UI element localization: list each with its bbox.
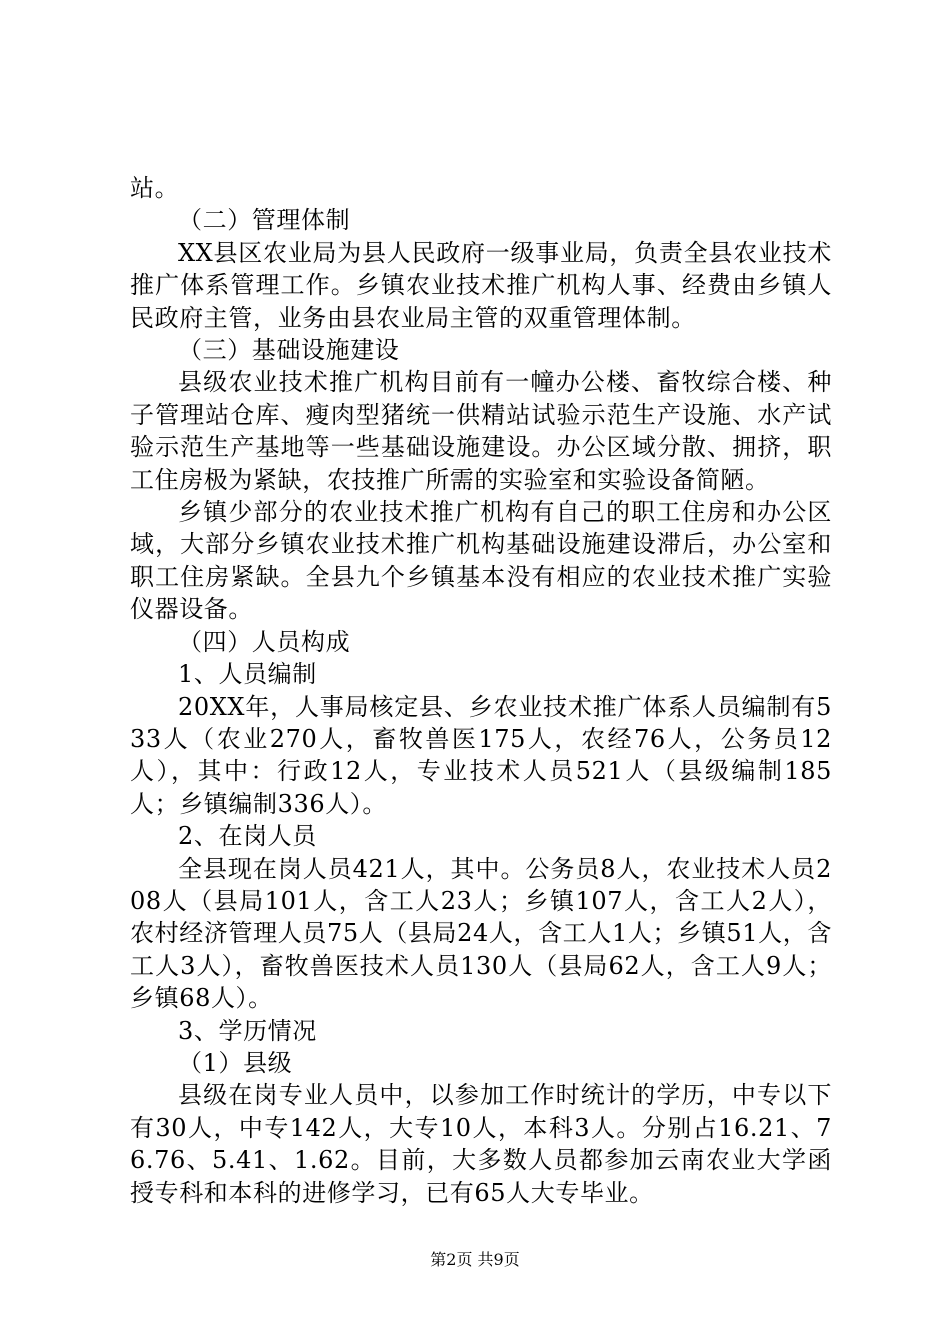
paragraph-county-education: 县级在岗专业人员中，以参加工作时统计的学历，中专以下有30人，中专142人，大专10人，本科3人。分别占16.21、76.76、5.41、1.62。目前，大多数人员都参加云南农业大学函授专科和本科的进修学习，已有65人大专毕业。 (130, 1081, 832, 1207)
section-heading-management: （二）管理体制 (178, 206, 351, 235)
paragraph-quota: 20XX年，人事局核定县、乡农业技术推广体系人员编制有533人（农业270人，畜牧兽医175人，农经76人，公务员12人），其中：行政12人，专业技术人员521人（县级编制185人；乡镇编制336人）。 (130, 692, 832, 818)
subsection-heading-on-duty: 2、在岗人员 (178, 822, 317, 851)
page-number-footer: 第2页 共9页 (430, 1250, 520, 1269)
subsection-heading-quota: 1、人员编制 (178, 660, 317, 689)
paragraph-county-infrastructure: 县级农业技术推广机构目前有一幢办公楼、畜牧综合楼、种子管理站仓库、瘦肉型猪统一供精站试验示范生产设施、水产试验示范生产基地等一些基础设施建设。办公区域分散、拥挤，职工住房极为紧缺，农技推广所需的实验室和实验设备简陋。 (130, 368, 832, 494)
document-body (130, 172, 832, 1209)
section-heading-staffing: （四）人员构成 (178, 627, 351, 656)
paragraph-management: XX县区农业局为县人民政府一级事业局，负责全县农业技术推广体系管理工作。乡镇农业技术推广机构人事、经费由乡镇人民政府主管，业务由县农业局主管的双重管理体制。 (130, 238, 832, 332)
subsection-heading-county-level: （1）县级 (178, 1048, 293, 1077)
paragraph-township-infrastructure: 乡镇少部分的农业技术推广机构有自己的职工住房和办公区域，大部分乡镇农业技术推广机构基础设施建设滞后，办公室和职工住房紧缺。全县九个乡镇基本没有相应的农业技术推广实验仪器设备。 (130, 498, 832, 624)
section-heading-infrastructure: （三）基础设施建设 (178, 336, 400, 365)
paragraph-on-duty: 全县现在岗人员421人，其中。公务员8人，农业技术人员208人（县局101人，含工人23人；乡镇107人，含工人2人），农村经济管理人员75人（县局24人，含工人1人；乡镇51人，含工人3人），畜牧兽医技术人员130人（县局62人，含工人9人；乡镇68人）。 (130, 854, 832, 1013)
paragraph-continuation: 站。 (130, 174, 180, 202)
subsection-heading-education: 3、学历情况 (178, 1016, 317, 1045)
